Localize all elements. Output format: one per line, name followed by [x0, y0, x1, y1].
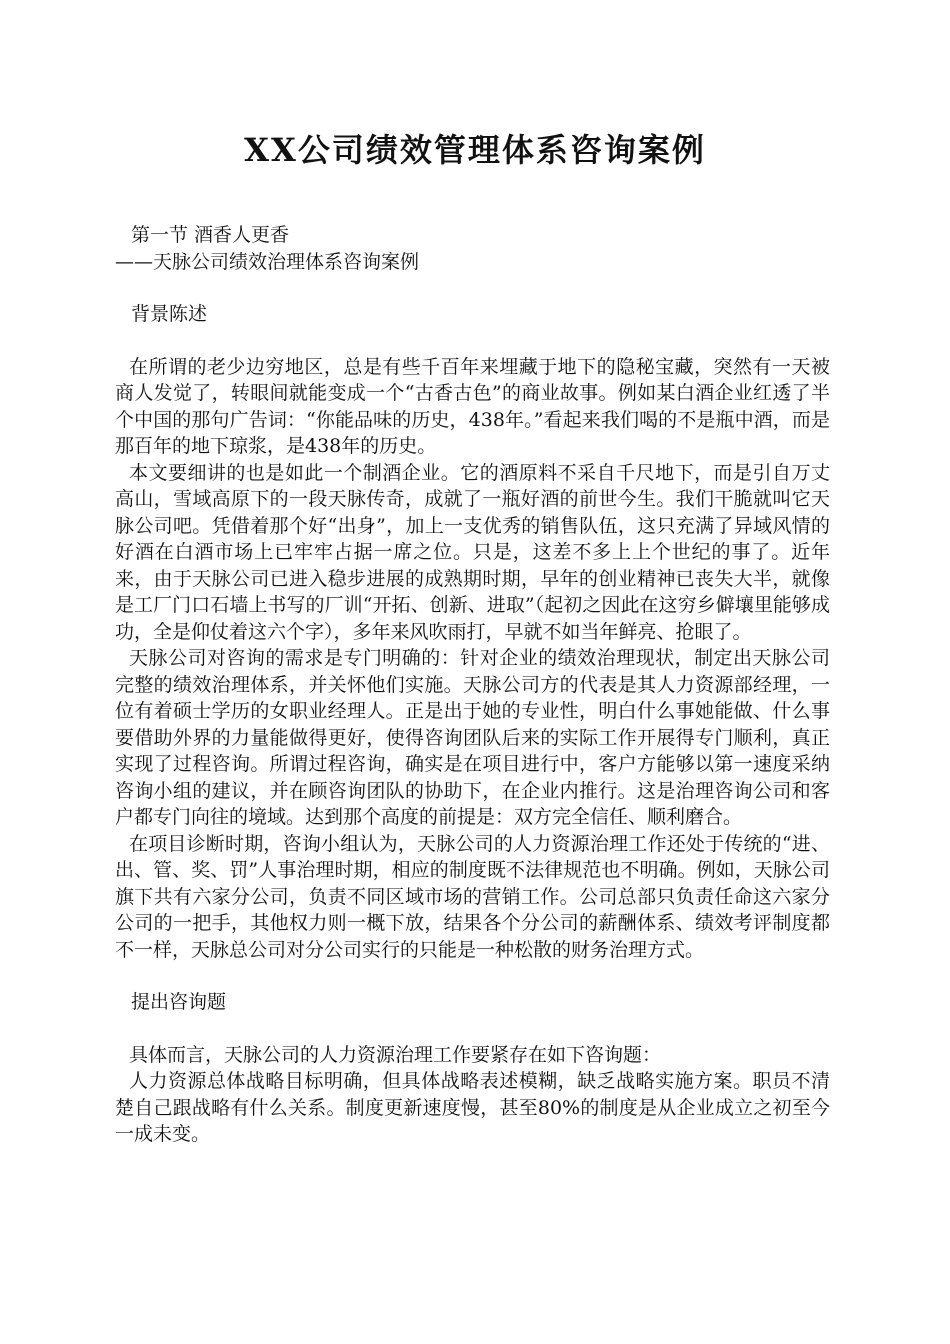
paragraph: 在项目诊断时期，咨询小组认为，天脉公司的人力资源治理工作还处于传统的“进、出、管、奖、罚”人事治理时期，相应的制度既不法律规范也不明确。例如，天脉公司旗下共有六家分公司，负责不同区域市场的营销工作。公司总部只负责任命这六家分公司的一把手，其他权力则一概下放，结果各个分公司的薪酬体系、绩效考评制度都不一样，天脉总公司对分公司实行的只能是一种松散的财务治理方式。 [115, 832, 830, 961]
paragraph: 具体而言，天脉公司的人力资源治理工作要紧存在如下咨询题： [129, 1043, 662, 1066]
paragraph: 在所谓的老少边穷地区，总是有些千百年来埋藏于地下的隐秘宝藏，突然有一天被商人发觉了，转眼间就能变成一个“古香古色”的商业故事。例如某白酒企业红透了半个中国的那句广告词：“你能品味的历史，438年。”看起来我们喝的不是瓶中酒，而是那百年的地下琼浆，是438年的历史。 [115, 355, 830, 457]
document-body [115, 222, 830, 1148]
section-subtitle: ——天脉公司绩效治理体系咨询案例 [115, 250, 420, 273]
paragraph: 人力资源总体战略目标明确，但具体战略表述模糊，缺乏战略实施方案。职员不清楚自己跟战略有什么关系。制度更新速度慢，甚至80%的制度是从企业成立之初至今一成未变。 [115, 1070, 830, 1145]
document-title: XX公司绩效管理体系咨询案例 [244, 131, 706, 169]
section-title: 第一节 酒香人更香 [131, 224, 290, 246]
heading-problems: 提出咨询题 [131, 991, 227, 1013]
heading-background: 背景陈述 [131, 303, 208, 325]
paragraph: 天脉公司对咨询的需求是专门明确的：针对企业的绩效治理现状，制定出天脉公司完整的绩效治理体系，并关怀他们实施。天脉公司方的代表是其人力资源部经理，一位有着硕士学历的女职业经理人。正是出于她的专业性，明白什么事她能做、什么事要借助外界的力量能做得更好，使得咨询团队后来的实际工作开展得专门顺利，真正实现了过程咨询。所谓过程咨询，确实是在项目进行中，客户方能够以第一速度采纳咨询小组的建议，并在顾咨询团队的协助下，在企业内推行。这是治理咨询公司和客户都专门向往的境域。达到那个高度的前提是：双方完全信任、顺利磨合。 [115, 647, 830, 828]
paragraph: 本文要细讲的也是如此一个制酒企业。它的酒原料不采自千尺地下，而是引自万丈高山，雪域高原下的一段天脉传奇，成就了一瓶好酒的前世今生。我们干脆就叫它天脉公司吧。凭借着那个好“出身”，加上一支优秀的销售队伍，这只充满了异域风情的好酒在白酒市场上已牢牢占据一席之位。只是，这差不多上上个世纪的事了。近年来，由于天脉公司已进入稳步进展的成熟期时期，早年的创业精神已丧失大半，就像是工厂门口石墙上书写的厂训“开拓、创新、进取”（起初之因此在这穷乡僻壤里能够成功，全是仰仗着这六个字），多年来风吹雨打，早就不如当年鲜亮、抢眼了。 [115, 461, 830, 643]
